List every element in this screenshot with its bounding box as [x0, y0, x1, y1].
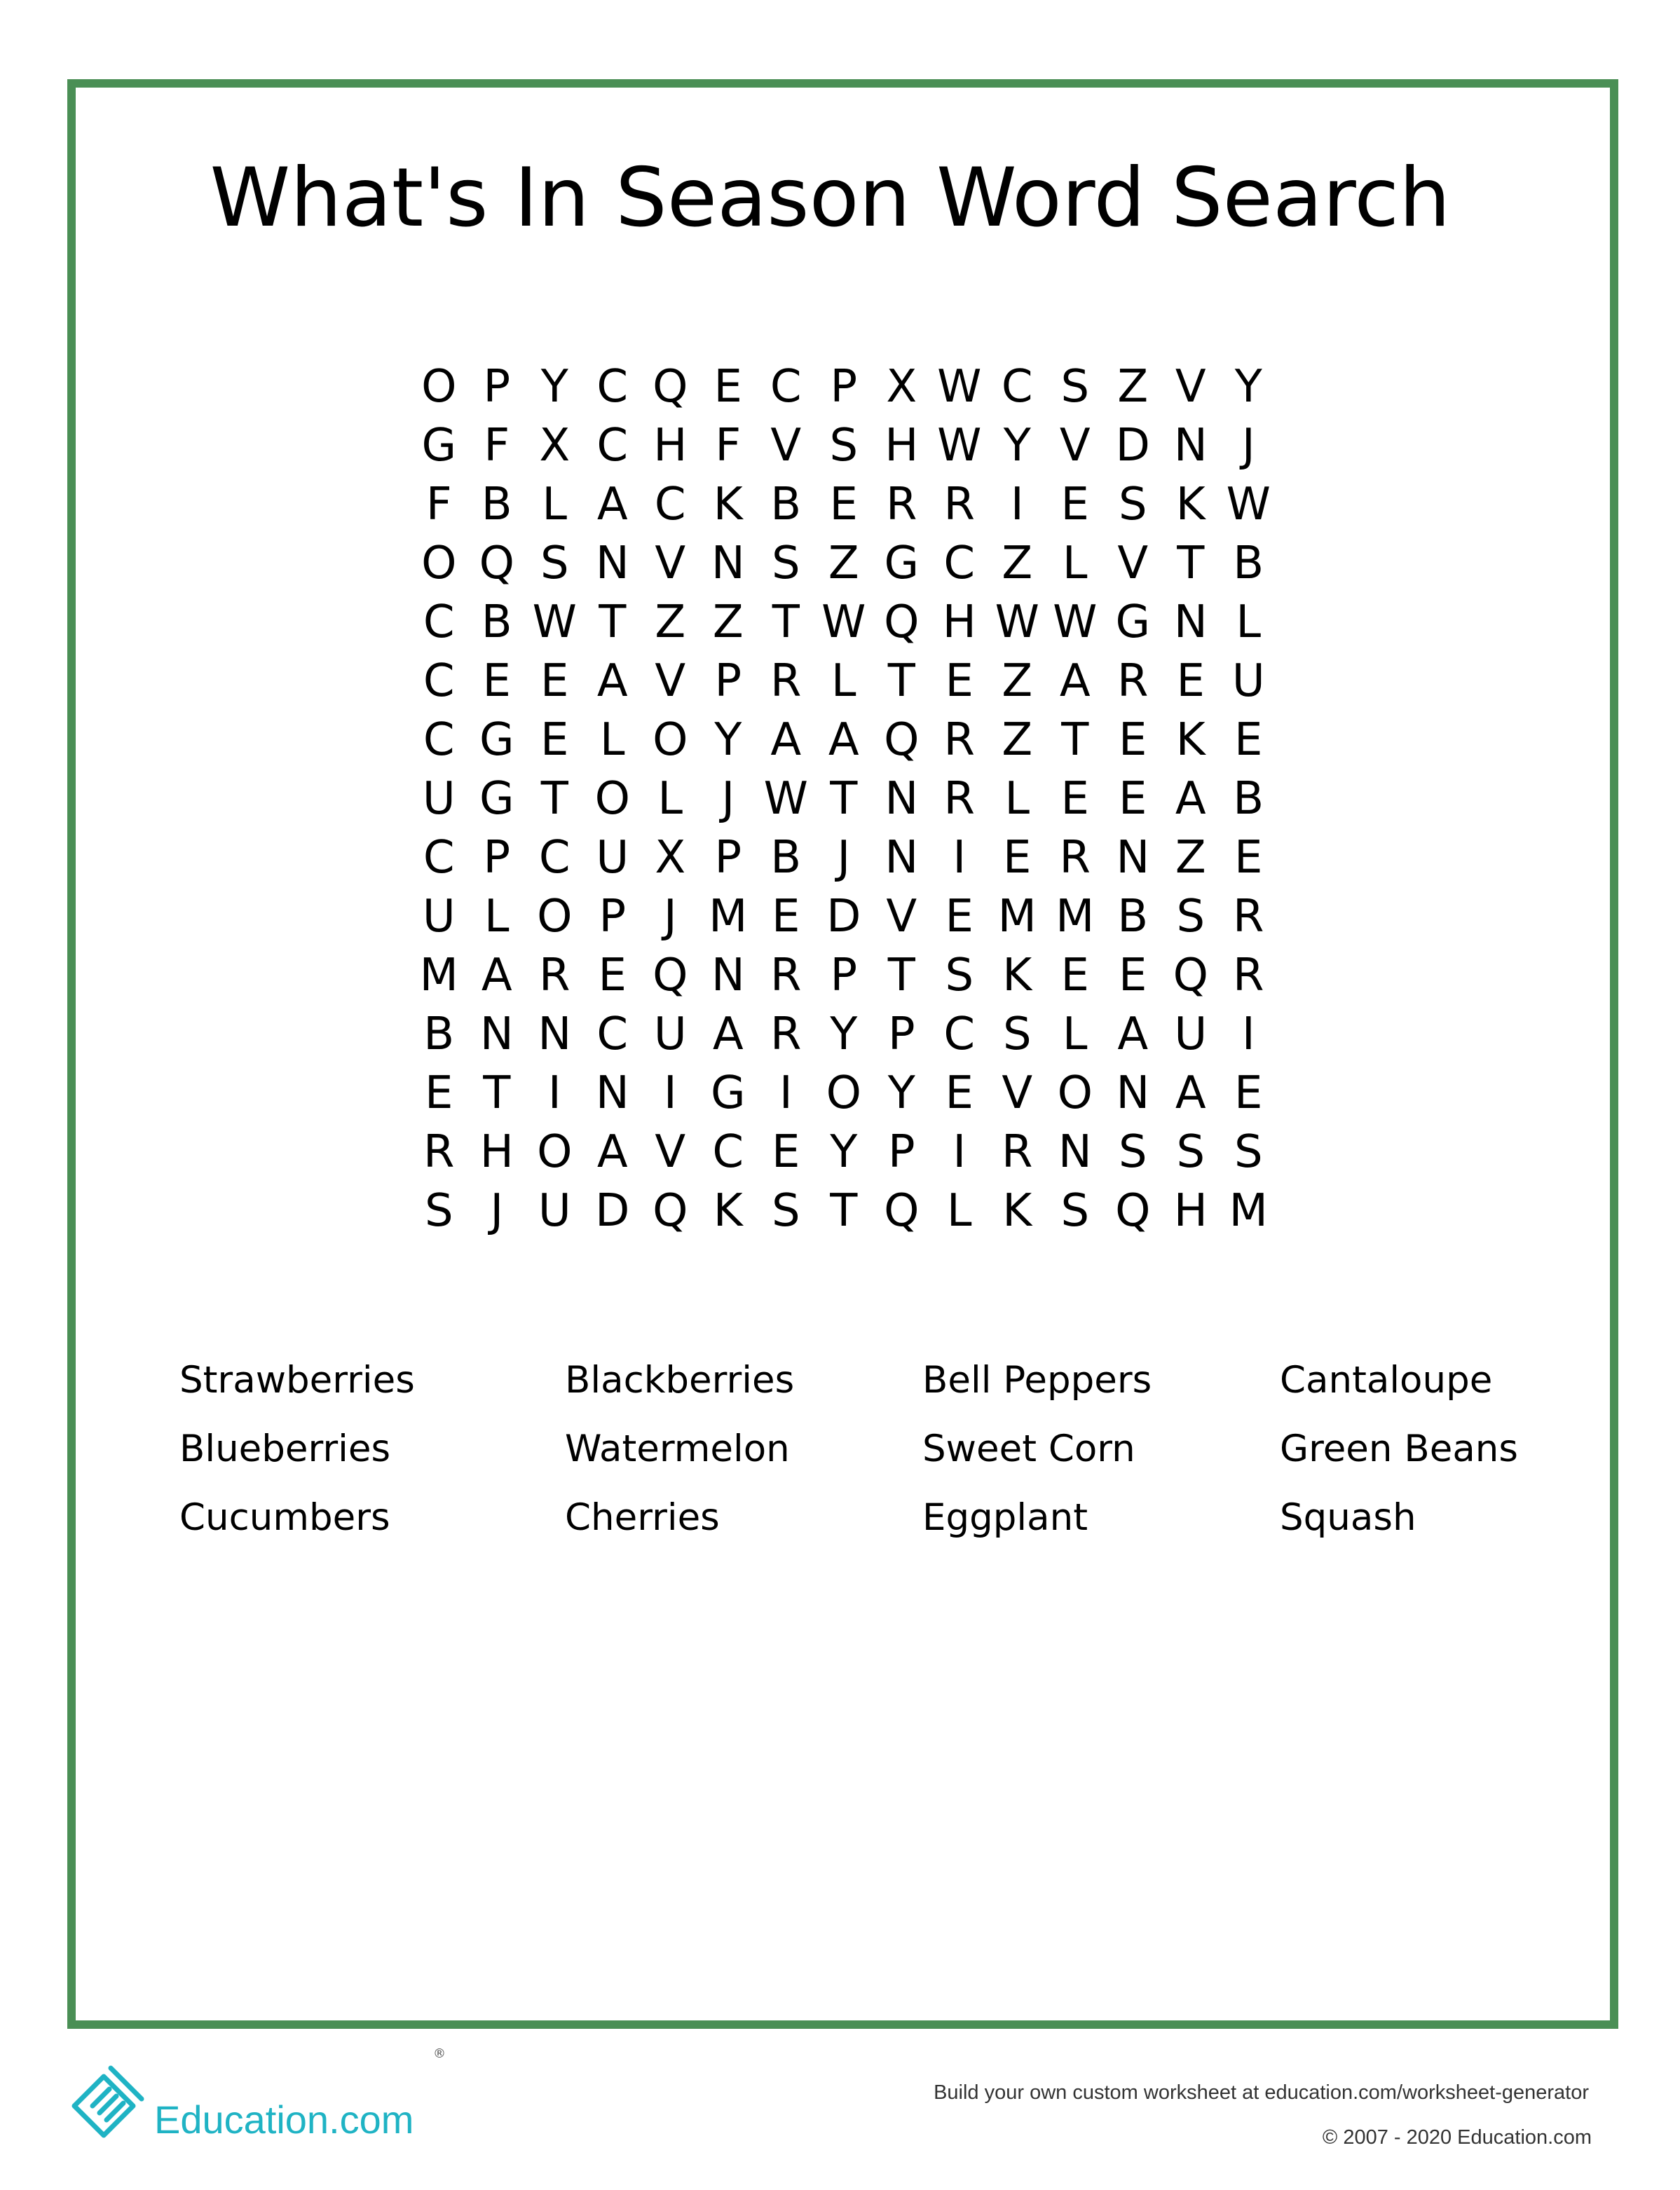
- grid-letter: Z: [1117, 361, 1149, 413]
- grid-letter: Q: [653, 361, 688, 413]
- grid-letter: A: [596, 655, 628, 707]
- grid-letter: W: [1053, 596, 1098, 648]
- grid-letter: T: [540, 773, 568, 825]
- grid-letter: H: [479, 1126, 514, 1178]
- grid-letter: P: [714, 655, 742, 707]
- grid-letter: Y: [540, 361, 568, 413]
- grid-letter: W: [1226, 479, 1271, 531]
- registered-mark: ®: [433, 2046, 446, 2061]
- grid-letter: S: [1002, 1008, 1032, 1060]
- grid-letter: Y: [887, 1067, 915, 1119]
- grid-letter: E: [945, 655, 974, 707]
- grid-letter: O: [594, 773, 630, 825]
- grid-letter: R: [943, 479, 975, 531]
- grid-letter: R: [770, 1008, 802, 1060]
- grid-letter: E: [945, 891, 974, 943]
- grid-letter: O: [1057, 1067, 1093, 1119]
- grid-letter: Q: [653, 1185, 688, 1237]
- word-list-item: Sweet Corn: [922, 1428, 1135, 1470]
- grid-letter: N: [479, 1008, 514, 1060]
- grid-letter: H: [885, 420, 919, 472]
- grid-letter: M: [1229, 1185, 1268, 1237]
- grid-letter: V: [1117, 538, 1149, 589]
- grid-letter: J: [490, 1185, 504, 1237]
- grid-letter: C: [770, 361, 802, 413]
- worksheet-generator-promo: Build your own custom worksheet at education.com/worksheet-generator: [934, 2081, 1589, 2104]
- grid-letter: N: [538, 1008, 572, 1060]
- grid-letter: A: [828, 714, 859, 766]
- grid-letter: C: [943, 1008, 976, 1060]
- grid-letter: L: [1062, 1008, 1088, 1060]
- grid-letter: K: [1002, 950, 1032, 1001]
- grid-letter: R: [943, 773, 975, 825]
- grid-letter: Y: [830, 1126, 858, 1178]
- grid-letter: P: [830, 950, 858, 1001]
- grid-letter: U: [596, 832, 629, 884]
- grid-letter: N: [885, 773, 919, 825]
- word-list-item: Cherries: [565, 1496, 720, 1539]
- grid-letter: T: [830, 1185, 858, 1237]
- grid-letter: F: [425, 479, 452, 531]
- grid-letter: K: [1002, 1185, 1032, 1237]
- grid-letter: C: [538, 832, 571, 884]
- grid-letter: G: [710, 1067, 746, 1119]
- grid-letter: V: [1175, 361, 1206, 413]
- grid-letter: K: [1175, 479, 1206, 531]
- grid-letter: E: [598, 950, 627, 1001]
- grid-letter: V: [655, 655, 686, 707]
- grid-letter: O: [421, 361, 457, 413]
- grid-letter: C: [423, 596, 455, 648]
- grid-letter: J: [721, 773, 735, 825]
- grid-letter: A: [1117, 1008, 1149, 1060]
- grid-letter: S: [829, 420, 859, 472]
- grid-letter: W: [532, 596, 577, 648]
- grid-letter: N: [595, 538, 629, 589]
- grid-letter: A: [596, 479, 628, 531]
- grid-letter: N: [711, 950, 745, 1001]
- grid-letter: L: [599, 714, 625, 766]
- word-list-item: Watermelon: [565, 1428, 790, 1470]
- word-list-item: Squash: [1280, 1496, 1416, 1539]
- grid-letter: R: [1059, 832, 1091, 884]
- grid-letter: P: [887, 1008, 915, 1060]
- grid-letter: K: [713, 1185, 743, 1237]
- grid-letter: S: [424, 1185, 453, 1237]
- grid-letter: A: [770, 714, 802, 766]
- grid-letter: Z: [1002, 655, 1033, 707]
- grid-letter: U: [538, 1185, 571, 1237]
- grid-letter: G: [1115, 596, 1151, 648]
- grid-letter: B: [1117, 891, 1149, 943]
- grid-letter: E: [1003, 832, 1032, 884]
- grid-letter: Q: [653, 950, 688, 1001]
- grid-letter: L: [1004, 773, 1030, 825]
- grid-letter: B: [481, 596, 512, 648]
- grid-letter: P: [830, 361, 858, 413]
- grid-letter: J: [663, 891, 677, 943]
- grid-letter: L: [831, 655, 856, 707]
- word-list-item: Green Beans: [1280, 1428, 1518, 1470]
- grid-letter: R: [943, 714, 975, 766]
- word-list-item: Bell Peppers: [922, 1359, 1152, 1402]
- grid-letter: E: [425, 1067, 453, 1119]
- grid-letter: Y: [830, 1008, 858, 1060]
- grid-letter: U: [422, 891, 456, 943]
- grid-letter: D: [1115, 420, 1150, 472]
- grid-letter: L: [946, 1185, 972, 1237]
- grid-letter: E: [1234, 1067, 1263, 1119]
- grid-letter: I: [547, 1067, 561, 1119]
- grid-letter: A: [712, 1008, 744, 1060]
- grid-letter: C: [712, 1126, 744, 1178]
- grid-letter: E: [772, 891, 800, 943]
- grid-letter: F: [484, 420, 510, 472]
- grid-letter: P: [887, 1126, 915, 1178]
- grid-letter: S: [1060, 361, 1090, 413]
- grid-letter: A: [481, 950, 512, 1001]
- grid-letter: O: [826, 1067, 861, 1119]
- grid-letter: V: [655, 1126, 686, 1178]
- grid-letter: K: [713, 479, 743, 531]
- brand-name: Education.com: [154, 2097, 414, 2142]
- grid-letter: O: [653, 714, 688, 766]
- grid-letter: G: [421, 420, 457, 472]
- grid-letter: R: [1233, 891, 1264, 943]
- grid-letter: L: [1062, 538, 1088, 589]
- grid-letter: S: [1176, 1126, 1206, 1178]
- grid-letter: T: [483, 1067, 511, 1119]
- grid-letter: D: [826, 891, 861, 943]
- grid-letter: Z: [712, 596, 744, 648]
- grid-letter: D: [595, 1185, 630, 1237]
- grid-letter: M: [419, 950, 458, 1001]
- grid-letter: B: [423, 1008, 455, 1060]
- grid-letter: J: [1241, 420, 1255, 472]
- grid-letter: M: [997, 891, 1037, 943]
- grid-letter: Z: [655, 596, 686, 648]
- grid-letter: A: [1059, 655, 1091, 707]
- grid-letter: Y: [1003, 420, 1031, 472]
- word-list-item: Blackberries: [565, 1359, 795, 1402]
- grid-letter: W: [937, 361, 982, 413]
- grid-letter: I: [663, 1067, 677, 1119]
- grid-letter: C: [596, 361, 629, 413]
- grid-letter: I: [1010, 479, 1024, 531]
- grid-letter: S: [1176, 891, 1206, 943]
- grid-letter: S: [1118, 479, 1147, 531]
- grid-letter: V: [1002, 1067, 1033, 1119]
- education-logo-icon: [69, 2057, 153, 2141]
- word-list: [179, 1353, 1574, 1559]
- grid-letter: E: [945, 1067, 974, 1119]
- grid-letter: Q: [1115, 1185, 1151, 1237]
- grid-letter: C: [423, 714, 455, 766]
- grid-letter: C: [423, 655, 455, 707]
- grid-letter: T: [887, 655, 915, 707]
- grid-letter: R: [770, 950, 802, 1001]
- grid-letter: N: [1116, 1067, 1150, 1119]
- grid-letter: G: [884, 538, 920, 589]
- grid-letter: I: [1241, 1008, 1255, 1060]
- grid-letter: O: [537, 1126, 573, 1178]
- grid-letter: W: [937, 420, 982, 472]
- grid-letter: Y: [1234, 361, 1262, 413]
- grid-letter: M: [709, 891, 748, 943]
- grid-letter: Q: [884, 714, 920, 766]
- grid-letter: Q: [479, 538, 514, 589]
- grid-letter: E: [713, 361, 742, 413]
- grid-letter: Z: [828, 538, 859, 589]
- grid-letter: W: [763, 773, 808, 825]
- grid-letter: U: [422, 773, 456, 825]
- grid-letter: V: [770, 420, 802, 472]
- grid-letter: T: [830, 773, 858, 825]
- grid-letter: I: [779, 1067, 793, 1119]
- grid-letter: R: [423, 1126, 455, 1178]
- grid-letter: N: [1116, 832, 1150, 884]
- grid-letter: P: [483, 832, 511, 884]
- grid-letter: H: [1173, 1185, 1208, 1237]
- grid-letter: R: [539, 950, 571, 1001]
- grid-letter: P: [714, 832, 742, 884]
- grid-letter: Z: [1175, 832, 1206, 884]
- grid-letter: L: [484, 891, 510, 943]
- grid-letter: X: [886, 361, 917, 413]
- grid-letter: S: [1118, 1126, 1147, 1178]
- grid-letter: O: [421, 538, 457, 589]
- word-list-item: Cantaloupe: [1280, 1359, 1493, 1402]
- grid-letter: V: [655, 538, 686, 589]
- grid-letter: H: [653, 420, 688, 472]
- word-list-item: Eggplant: [922, 1496, 1088, 1539]
- grid-letter: R: [1233, 950, 1264, 1001]
- grid-letter: Q: [884, 1185, 920, 1237]
- grid-letter: N: [1058, 1126, 1092, 1178]
- grid-letter: E: [540, 655, 569, 707]
- grid-letter: Q: [884, 596, 920, 648]
- grid-letter: V: [886, 891, 917, 943]
- grid-letter: E: [829, 479, 858, 531]
- grid-letter: E: [1119, 714, 1147, 766]
- grid-letter: S: [771, 1185, 800, 1237]
- grid-letter: E: [482, 655, 511, 707]
- grid-letter: B: [770, 479, 802, 531]
- grid-letter: A: [1175, 1067, 1206, 1119]
- grid-letter: A: [1175, 773, 1206, 825]
- grid-letter: B: [770, 832, 802, 884]
- letter-grid: [410, 357, 1278, 1240]
- grid-letter: C: [596, 1008, 629, 1060]
- grid-letter: B: [1233, 773, 1264, 825]
- page-title: What's In Season Word Search: [210, 151, 1451, 245]
- grid-letter: T: [599, 596, 627, 648]
- grid-letter: F: [715, 420, 742, 472]
- grid-letter: N: [885, 832, 919, 884]
- grid-letter: E: [1176, 655, 1205, 707]
- grid-letter: A: [596, 1126, 628, 1178]
- grid-letter: T: [1177, 538, 1205, 589]
- grid-letter: U: [1231, 655, 1265, 707]
- grid-letter: G: [479, 714, 514, 766]
- grid-letter: S: [945, 950, 974, 1001]
- grid-letter: E: [1060, 950, 1089, 1001]
- grid-letter: U: [1174, 1008, 1208, 1060]
- grid-letter: P: [483, 361, 511, 413]
- grid-letter: O: [537, 891, 573, 943]
- grid-letter: T: [1061, 714, 1089, 766]
- grid-letter: Z: [1002, 714, 1033, 766]
- grid-letter: E: [1234, 714, 1263, 766]
- grid-letter: X: [655, 832, 686, 884]
- grid-letter: K: [1175, 714, 1206, 766]
- grid-letter: N: [711, 538, 745, 589]
- grid-letter: T: [887, 950, 915, 1001]
- grid-letter: E: [1119, 773, 1147, 825]
- grid-letter: W: [995, 596, 1039, 648]
- grid-letter: U: [653, 1008, 687, 1060]
- grid-letter: I: [952, 832, 967, 884]
- grid-letter: E: [540, 714, 569, 766]
- grid-letter: Q: [1173, 950, 1208, 1001]
- grid-letter: L: [1236, 596, 1262, 648]
- grid-letter: S: [771, 538, 800, 589]
- grid-letter: R: [1002, 1126, 1033, 1178]
- grid-letter: Y: [714, 714, 742, 766]
- grid-letter: L: [657, 773, 683, 825]
- grid-letter: B: [481, 479, 512, 531]
- grid-letter: M: [1056, 891, 1095, 943]
- word-list-item: Blueberries: [179, 1428, 391, 1470]
- grid-letter: N: [1173, 596, 1208, 648]
- grid-letter: L: [542, 479, 568, 531]
- grid-letter: C: [654, 479, 686, 531]
- grid-letter: S: [540, 538, 569, 589]
- grid-letter: R: [1117, 655, 1149, 707]
- grid-letter: N: [1173, 420, 1208, 472]
- grid-letter: W: [821, 596, 866, 648]
- grid-letter: E: [1119, 950, 1147, 1001]
- grid-letter: T: [772, 596, 800, 648]
- grid-letter: N: [595, 1067, 629, 1119]
- grid-letter: G: [479, 773, 514, 825]
- grid-letter: R: [770, 655, 802, 707]
- grid-letter: B: [1233, 538, 1264, 589]
- grid-letter: C: [943, 538, 976, 589]
- copyright-notice: © 2007 - 2020 Education.com: [1322, 2126, 1592, 2149]
- grid-letter: S: [1234, 1126, 1263, 1178]
- grid-letter: J: [837, 832, 851, 884]
- grid-letter: P: [599, 891, 627, 943]
- grid-letter: C: [1001, 361, 1033, 413]
- grid-letter: E: [1060, 479, 1089, 531]
- grid-letter: C: [423, 832, 455, 884]
- grid-letter: E: [1234, 832, 1263, 884]
- grid-letter: V: [1059, 420, 1091, 472]
- grid-letter: S: [1060, 1185, 1090, 1237]
- word-list-item: Cucumbers: [179, 1496, 390, 1539]
- grid-letter: E: [1060, 773, 1089, 825]
- grid-letter: C: [596, 420, 629, 472]
- grid-letter: Z: [1002, 538, 1033, 589]
- grid-letter: H: [942, 596, 976, 648]
- grid-letter: E: [772, 1126, 800, 1178]
- grid-letter: X: [539, 420, 571, 472]
- grid-letter: R: [886, 479, 917, 531]
- word-list-item: Strawberries: [179, 1359, 415, 1402]
- grid-letter: I: [952, 1126, 967, 1178]
